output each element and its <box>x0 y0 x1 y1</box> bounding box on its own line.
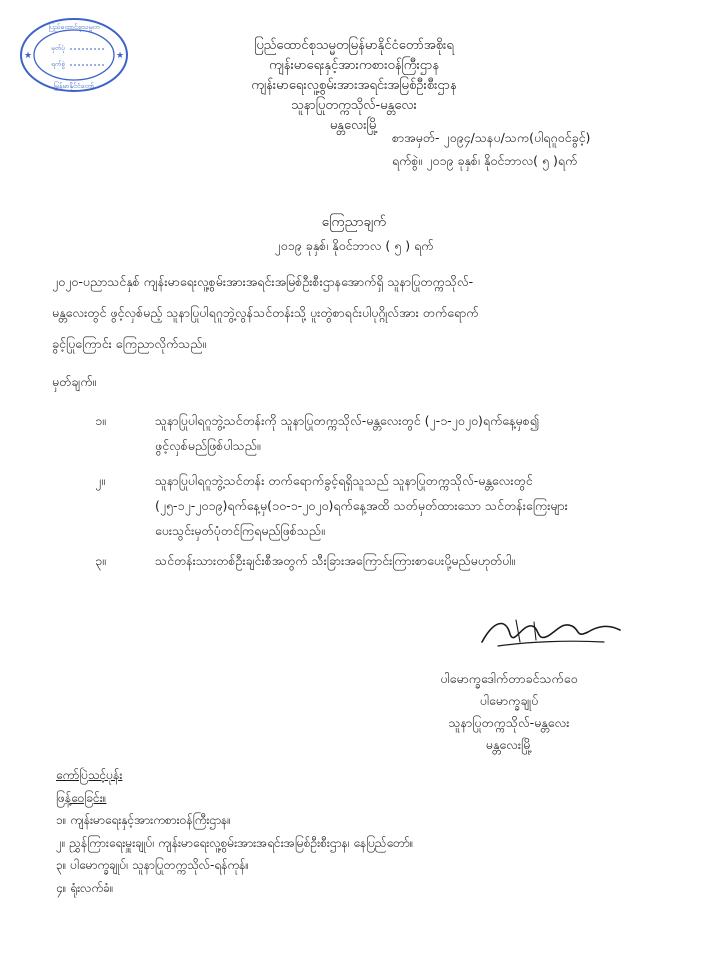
signatory-institution: သူနာပြုတက္ကသိုလ်-မန္တလေး <box>448 715 570 730</box>
handwritten-signature <box>476 612 626 654</box>
cc-item: ၁။ ကျန်းမာရေးနှင့်အားကစားဝန်ကြီးဌာန။ <box>56 813 231 827</box>
reference-block <box>392 126 590 172</box>
note-line: ပေးသွင်းမှတ်ပုံတင်ကြရမည်ဖြစ်သည်။ <box>155 523 325 538</box>
letter-date: ရက်စွဲ။ ၂၀၁၉ ခုနှစ်၊ နိုဝင်ဘာလ( ၅ )ရက် <box>392 153 578 168</box>
cc-item: ၄။ ရုံးလက်ခံ။ <box>56 880 114 895</box>
note-text <box>155 468 655 543</box>
signatory-title: ပါမောက္ခချုပ် <box>479 693 539 708</box>
svg-text:★: ★ <box>116 51 125 61</box>
note-line: သူနာပြုပါရဂူဘွဲ့သင်တန်း တက်ရောက်ခွင့်ရရှိသူသည် သူနာပြုတက္ကသိုလ်-မန္တလေးတွင် <box>155 473 533 488</box>
notes-label: မှတ်ချက်။ <box>52 374 97 389</box>
header-line-ministry: ကျန်းမာရေးနှင့်အားကစားဝန်ကြီးဌာန <box>268 58 440 73</box>
signatory-name: ပါမောက္ခဒေါက်တာခင်သက်ဝေ <box>440 671 578 686</box>
cc-item: ၃။ ပါမောက္ခချုပ်၊ သူနာပြုတက္ကသိုလ်-ရန်ကုန်။ <box>56 858 249 872</box>
paragraph-line: ၂၀၂၀-ပညာသင်နှစ် ကျန်းမာရေးလူ့စွမ်းအားအရင်းအမြစ်ဦးစီးဌာနအောက်ရှိ သူနာပြုတက္ကသိုလ်- <box>52 274 474 289</box>
note-line: သူနာပြုပါရဂူဘွဲ့သင်တန်းကို သူနာပြုတက္ကသိုလ်-မန္တလေးတွင် (၂-၁-၂၀၂၀)ရက်နေ့မှစ၍ <box>155 413 540 428</box>
letterhead <box>190 36 518 136</box>
cc-subtitle: ဖြန့်ဝေခြင်း။ <box>56 790 107 805</box>
note-number: ၁။ <box>95 413 106 428</box>
signature-block <box>404 668 614 756</box>
notice-paragraph <box>52 266 660 359</box>
paragraph-line: မန္တလေးတွင် ဖွင့်လှစ်မည့် သူနာပြုပါရဂူဘွဲ့လွန်သင်တန်းသို့ ပူးတွဲစာရင်းပါပုဂ္ဂိုလ်အား တက်ရောက် <box>52 305 479 320</box>
cc-title: ကော်ပြဲသင့်ပုန်း <box>56 768 123 782</box>
signatory-city: မန္တလေးမြို့ <box>485 737 533 752</box>
svg-text:★: ★ <box>24 51 33 61</box>
header-line-city: မန္တလေးမြို့ <box>329 118 379 133</box>
distribution-list <box>56 764 413 899</box>
official-seal-stamp <box>18 16 130 94</box>
header-line-department: ကျန်းမာရေးလူ့စွမ်းအားအရင်းအမြစ်ဦးစီးဌာန <box>251 78 457 93</box>
note-number: ၃။ <box>95 553 106 568</box>
note-text <box>155 548 655 573</box>
note-line: ဖွင့်လှစ်မည်ဖြစ်ပါသည်။ <box>155 438 261 453</box>
svg-text:မှတ်ပုံ: မှတ်ပုံ <box>51 44 65 52</box>
svg-text:ပြည်ထောင်စုသမ္မတ: ပြည်ထောင်စုသမ္မတ <box>48 23 100 31</box>
letter-number: စာအမှတ်- ၂၀၉၄/သနပ/သက(ပါရဂူဝင်ခွင့်) <box>392 130 591 145</box>
notice-title: ကြေညာချက် <box>321 214 387 230</box>
paragraph-line: ခွင့်ပြုကြောင်း ကြေညာလိုက်သည်။ <box>52 336 207 351</box>
cc-item: ၂။ ညွှန်ကြားရေးမှူးချုပ်၊ ကျန်းမာရေးလူ့စွမ်းအားအရင်းအမြစ်ဦးစီးဌာန၊ နေပြည်တော်။ <box>56 835 414 850</box>
note-number: ၂။ <box>95 473 105 488</box>
header-line-government: ပြည်ထောင်စုသမ္မတမြန်မာနိုင်ငံတော်အစိုးရ <box>254 38 454 53</box>
notice-date: ၂၀၁၉ ခုနှစ်၊ နိုဝင်ဘာလ ( ၅ ) ရက် <box>274 238 434 253</box>
svg-text:ရက်စွဲ: ရက်စွဲ <box>51 60 65 68</box>
note-text <box>155 408 655 458</box>
header-line-university: သူနာပြုတက္ကသိုလ်-မန္တလေး <box>291 98 417 113</box>
note-line: (၂၅-၁၂-၂၀၁၉)ရက်နေ့မှ(၁၀-၁-၂၀၂၀)ရက်နေ့အထိ သတ်မှတ်ထားသော သင်တန်းကြေးများ <box>155 498 568 513</box>
svg-text:မြန်မာနိုင်ငံတော်: မြန်မာနိုင်ငံတော် <box>53 82 95 90</box>
note-line: သင်တန်းသားတစ်ဦးချင်းစီအတွက် သီးခြားအကြောင်းကြားစာပေးပို့မည်မဟုတ်ပါ။ <box>155 553 516 568</box>
